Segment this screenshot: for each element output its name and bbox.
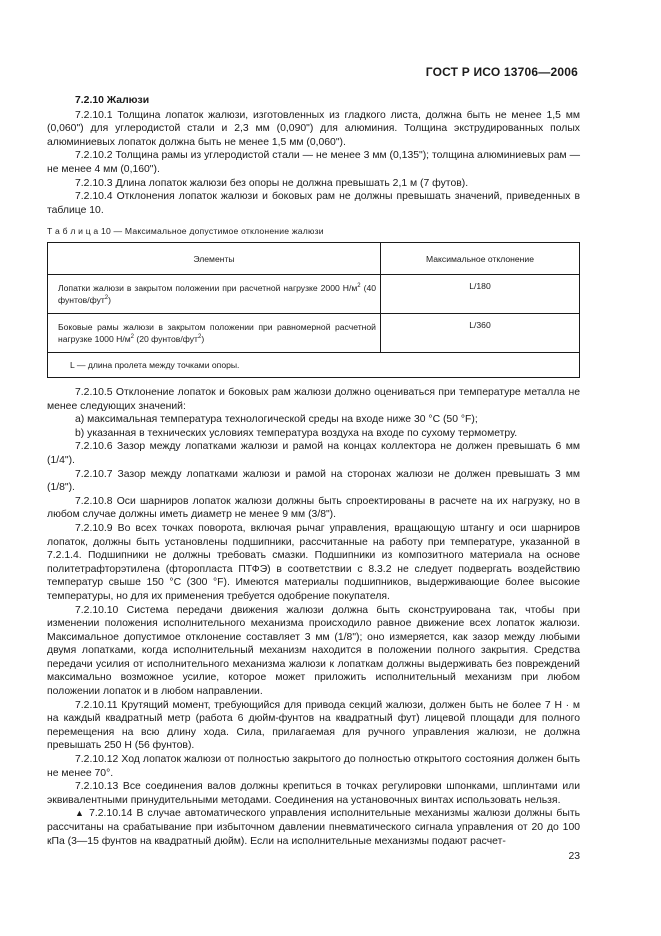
section-7-2-10-continued	[47, 386, 580, 848]
table-cell-value: L/360	[381, 314, 580, 353]
paragraph-7-2-10-2: 7.2.10.2 Толщина рамы из углеродистой стали — не менее 3 мм (0,135"); толщина алюминиевых рам — не менее 4 мм (0,160").	[47, 150, 580, 175]
table-row	[48, 275, 580, 314]
column-header-deflection: Максимальное отклонение	[381, 243, 580, 275]
paragraph-7-2-10-3: 7.2.10.3 Длина лопаток жалюзи без опоры не должна превышать 2,1 м (7 футов).	[75, 177, 469, 189]
paragraph-7-2-10-12: 7.2.10.12 Ход лопаток жалюзи от полностью закрытого до полностью открытого состояния должен быть не менее 70°.	[47, 754, 580, 779]
paragraph-7-2-10-6: 7.2.10.6 Зазор между лопатками жалюзи и рамой на концах коллектора не должен превышать 6 мм (1/4").	[47, 441, 580, 466]
table-row	[48, 314, 580, 353]
paragraph-7-2-10-4: 7.2.10.4 Отклонения лопаток жалюзи и боковых рам не должны превышать значений, приведенных в таблице 10.	[47, 191, 580, 216]
table-cell-element: Боковые рамы жалюзи в закрытом положении при равномерной расчетной нагрузке 1000 $Н/м^2$ (20 фунтов/фут$^2$)	[48, 314, 381, 353]
column-header-elements: Элементы	[48, 243, 381, 275]
paragraph-7-2-10-9: 7.2.10.9 Во всех точках поворота, включая рычаг управления, вращающую штангу и оси шарниров лопаток, должны быть установлены подшипники, рассчитанные на работу при температуре, указанной в 7.2.1.4. Подшипники не должны требовать смазки. Подшипники из композитного материала на основе политетрафторэтилена (фторопласта ПТФЭ) в соответствии с 8.3.2 не следует подвергать воздействию температур свыше 150 °С (300 °F). Имеются материалы подшипников, выдерживающие более высокие температуры, но для их применения требуется одобрение покупателя.	[47, 522, 580, 602]
paragraph-7-2-10-5: 7.2.10.5 Отклонение лопаток и боковых рам жалюзи должно оцениваться при температуре металла не менее следующих значений:	[47, 387, 580, 412]
paragraph-7-2-10-1: 7.2.10.1 Толщина лопаток жалюзи, изготовленных из гладкого листа, должна быть не менее 1,5 мм (0,060") для углеродистой стали и 2,3 мм (0,090") для алюминия. Толщина экструдированных полых алюминиевых лопаток должна быть не менее 1,5 мм (0,060").	[47, 109, 580, 148]
table-caption: Т а б л и ц а 10 — Максимальное допустимое отклонение жалюзи	[47, 226, 324, 236]
paragraph-7-2-10-14: ▲ 7.2.10.14 В случае автоматического управления исполнительные механизмы жалюзи должны быть рассчитаны на срабатывание при избыточном давлении пневматического сигнала управления от 20 до 100 кПа (3—15 фунтов на квадратный дюйм). Если на исполнительные механизмы подают расчет-	[47, 808, 580, 847]
table-header-row	[48, 243, 580, 275]
table-note-row	[48, 353, 580, 378]
document-header: ГОСТ Р ИСО 13706—2006	[425, 65, 578, 79]
triangle-marker-icon: ▲	[75, 808, 86, 819]
deflection-table	[47, 242, 580, 378]
list-item-a: a) максимальная температура технологической среды на входе ниже 30 °С (50 °F);	[75, 414, 478, 426]
section-heading: 7.2.10 Жалюзи	[75, 95, 150, 106]
table-cell-value: L/180	[381, 275, 580, 314]
table-cell-element: Лопатки жалюзи в закрытом положении при расчетной нагрузке 2000 $Н/м^2$ (40 фунтов/фут$^2$)	[48, 275, 381, 314]
page-number: 23	[568, 851, 580, 862]
section-7-2-10	[47, 94, 580, 217]
paragraph-7-2-10-10: 7.2.10.10 Система передачи движения жалюзи должна быть сконструирована так, чтобы при изменении положения исполнительного механизма происходило равное движение всех лопаток жалюзи. Максимальное допустимое отклонение составляет 3 мм (1/8"); оно измеряется, как зазор между любыми двумя лопатками, когда исполнительный механизм находится в положении полного закрытия. Средства передачи усилия от исполнительного механизма жалюзи к лопаткам должны выдерживать без повреждений максимально возможное усилие, которое может приложить исполнительный механизм при любом положении лопаток и в любом направлении.	[47, 604, 580, 698]
list-item-b: b) указанная в технических условиях температура воздуха на входе по сухому термометру.	[75, 427, 518, 439]
paragraph-7-2-10-11: 7.2.10.11 Крутящий момент, требующийся для привода секций жалюзи, должен быть не более 7 Н · м на каждый квадратный метр (работа 6 дюйм-фунтов на квадратный фут) лицевой площади для полного перемещения на всю длину хода. Сила, прилагаемая для ручного управления жалюзи, не должна превышать 250 Н (56 фунтов).	[47, 699, 580, 752]
paragraph-7-2-10-8: 7.2.10.8 Оси шарниров лопаток жалюзи должны быть спроектированы в расчете на их нагрузку, но в любом случае должны иметь диаметр не менее 9 мм (3/8").	[47, 495, 580, 521]
table-note: L — длина пролета между точками опоры.	[48, 353, 580, 378]
paragraph-7-2-10-7: 7.2.10.7 Зазор между лопатками жалюзи и рамой на сторонах жалюзи не должен превышать 3 мм (1/8").	[47, 468, 580, 494]
paragraph-7-2-10-13: 7.2.10.13 Все соединения валов должны крепиться в точках регулировки шпонками, шплинтами или эквивалентными принудительными методами. Соединения на установочных винтах использовать нельзя.	[47, 781, 580, 806]
